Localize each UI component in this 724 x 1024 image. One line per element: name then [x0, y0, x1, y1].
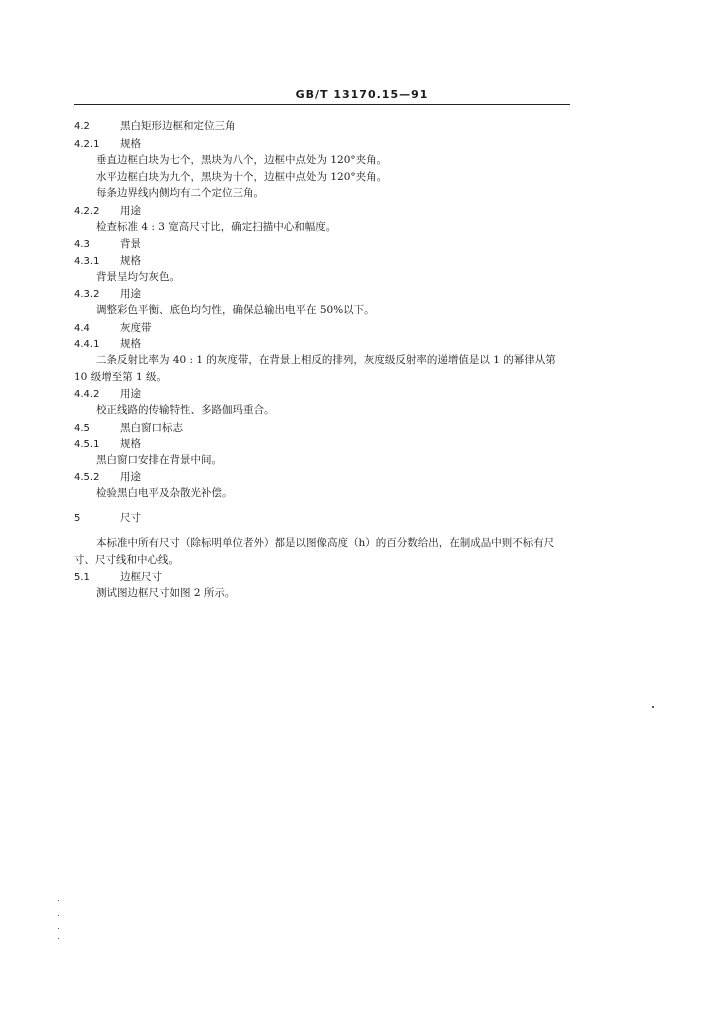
scan-speck [58, 900, 59, 901]
section-heading [74, 286, 141, 301]
scan-speck [58, 928, 59, 929]
section-number: 4.3.1 [74, 256, 100, 267]
body-text-line [96, 452, 222, 467]
section-heading [74, 386, 141, 401]
scan-speck [58, 938, 59, 939]
section-number: 4.3 [74, 239, 90, 250]
line-text: 10 级增至第 1 级。 [74, 371, 168, 383]
line-text: 灰度带 [120, 322, 152, 334]
line-text: 背景呈均匀灰色。 [96, 271, 180, 283]
line-text: 规格 [120, 438, 141, 450]
section-number: 5 [74, 513, 81, 524]
section-number: 5.1 [74, 572, 90, 583]
section-heading [74, 118, 236, 133]
section-number: 4.2.2 [74, 206, 100, 217]
line-text: 水平边框白块为九个，黑块为十个，边框中点处为 120°夹角。 [96, 171, 388, 183]
body-text-line [96, 585, 235, 600]
line-text: 检验黑白电平及杂散光补偿。 [96, 487, 233, 499]
line-text: 本标准中所有尺寸（除标明单位者外）都是以图像高度（h）的百分数给出，在制成品中则不标有尺 [96, 537, 555, 549]
line-text: 垂直边框白块为七个，黑块为八个，边框中点处为 120°夹角。 [96, 154, 388, 166]
section-number: 4.5 [74, 423, 90, 434]
line-text: 规格 [120, 138, 141, 150]
section-heading [74, 436, 141, 451]
line-text: 用途 [120, 288, 141, 300]
document-number-header: GB/T 13170.15—91 [295, 88, 429, 101]
line-text: 规格 [120, 255, 141, 267]
section-number: 4.5.1 [74, 439, 100, 450]
line-text: 用途 [120, 471, 141, 483]
body-text-line [96, 535, 554, 550]
line-text: 背景 [120, 238, 141, 250]
section-heading [74, 336, 141, 351]
body-text-line [96, 185, 264, 200]
body-text-line [96, 219, 336, 234]
line-text: 黑白窗口标志 [120, 422, 183, 434]
line-text: 检查标准 4 : 3 宽高尺寸比，确定扫描中心和幅度。 [96, 221, 337, 233]
section-heading [74, 136, 141, 151]
body-text-line [96, 169, 387, 184]
line-text: 寸、尺寸线和中心线。 [74, 554, 179, 566]
line-text: 调整彩色平衡、底色均匀性，确保总输出电平在 50%以下。 [96, 304, 375, 316]
body-text-line [96, 302, 375, 317]
body-text-line [96, 269, 180, 284]
section-number: 4.5.2 [74, 472, 100, 483]
section-heading [74, 469, 141, 484]
line-text: 黑白窗口安排在背景中间。 [96, 454, 222, 466]
line-text: 二条反射比率为 40 : 1 的灰度带，在背景上相反的排列，灰度级反射率的递增值是以 1 的幂律从第 [96, 354, 556, 366]
section-heading [74, 253, 141, 268]
body-text-line [96, 152, 387, 167]
section-heading [74, 420, 183, 435]
section-heading [74, 320, 152, 335]
section-number: 4.4.1 [74, 339, 100, 350]
section-heading [74, 569, 162, 584]
body-text-line [96, 485, 233, 500]
section-heading [74, 236, 141, 251]
section-heading [74, 203, 141, 218]
body-text-line [96, 402, 275, 417]
body-text-line [74, 369, 167, 384]
body-text-line [74, 552, 179, 567]
line-text: 校正线路的传输特性、多路伽玛重合。 [96, 404, 275, 416]
line-text: 尺寸 [120, 512, 141, 524]
section-number: 4.4.2 [74, 389, 100, 400]
section-number: 4.4 [74, 323, 90, 334]
section-heading [74, 510, 141, 525]
header-rule [74, 104, 570, 105]
line-text: 边框尺寸 [120, 571, 162, 583]
line-text: 用途 [120, 388, 141, 400]
section-number: 4.3.2 [74, 289, 100, 300]
scan-speck [58, 915, 59, 916]
line-text: 测试图边框尺寸如图 2 所示。 [96, 587, 236, 599]
scan-speck [652, 706, 654, 708]
body-text-line [96, 352, 556, 367]
section-number: 4.2.1 [74, 139, 100, 150]
line-text: 用途 [120, 205, 141, 217]
line-text: 规格 [120, 338, 141, 350]
line-text: 黑白矩形边框和定位三角 [120, 120, 236, 132]
line-text: 每条边界线内侧均有二个定位三角。 [96, 187, 264, 199]
section-number: 4.2 [74, 121, 90, 132]
